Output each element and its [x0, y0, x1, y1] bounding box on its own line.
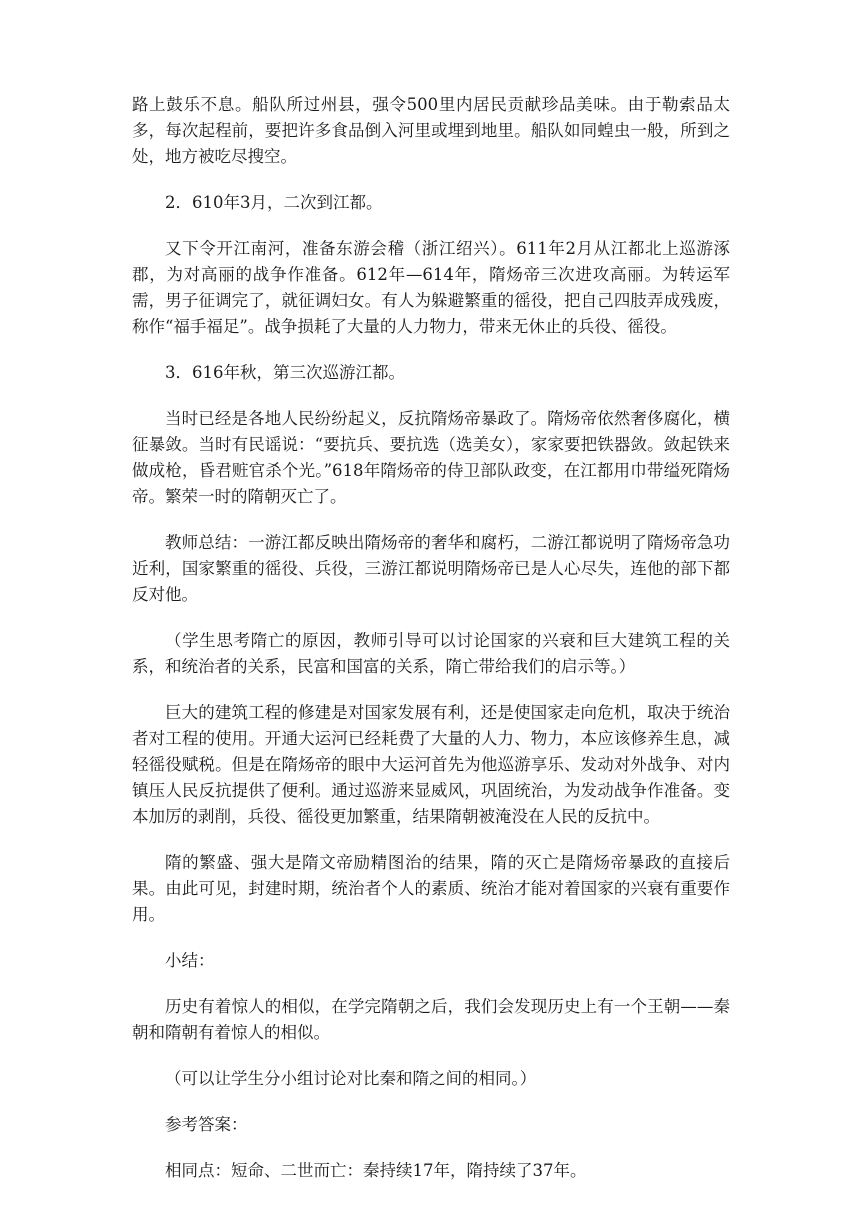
paragraph-similarities: 相同点：短命、二世而亡：秦持续17年，隋持续了37年。: [165, 1161, 587, 1180]
paragraph-student-discussion: （学生思考隋亡的原因，教师引导可以讨论国家的兴衰和巨大建筑工程的关系，和统治者的关系，民富和国富的关系，隋亡带给我们的启示等。）: [132, 631, 730, 676]
paragraph-continued: 路上鼓乐不息。船队所过州县，强令500里内居民贡献珍品美味。由于勒索品太多，每次起程前，要把许多食品倒入河里或埋到地里。船队如同蝗虫一般，所到之处，地方被吃尽搜空。: [132, 95, 730, 166]
paragraph-second-visit: 又下令开江南河，准备东游会稽（浙江绍兴）。611年2月从江都北上巡游涿郡，为对高丽的战争作准备。612年—614年，隋炀帝三次进攻高丽。为转运军需，男子征调完了，就征调妇女。有人为躲避繁重的徭役，把自己四肢弄成残废，称作“福手福足”。战争损耗了大量的人力物力，带来无休止的兵役、徭役。: [132, 239, 730, 336]
document-body: [132, 92, 730, 1204]
paragraph-teacher-summary: 教师总结：一游江都反映出隋炀帝的奢华和腐朽，二游江都说明了隋炀帝急功近利，国家繁重的徭役、兵役，三游江都说明隋炀帝已是人心尽失，连他的部下都反对他。: [132, 533, 730, 604]
section-heading-summary: 小结：: [165, 951, 215, 970]
paragraph-history-similarity: 历史有着惊人的相似，在学完隋朝之后，我们会发现历史上有一个王朝——秦朝和隋朝有着惊人的相似。: [132, 997, 730, 1042]
section-heading-reference-answer: 参考答案：: [165, 1115, 248, 1134]
section-heading-third-visit: 3．616年秋，第三次巡游江都。: [165, 363, 405, 382]
paragraph-third-visit: 当时已经是各地人民纷纷起义，反抗隋炀帝暴政了。隋炀帝依然奢侈腐化，横征暴敛。当时有民谣说：“要抗兵、要抗选（选美女），家家要把铁器敛。敛起铁来做成枪，昏君赃官杀个光。”618年隋炀帝的侍卫部队政变，在江都用巾带缢死隋炀帝。繁荣一时的隋朝灭亡了。: [132, 409, 730, 506]
section-heading-second-visit: 2．610年3月，二次到江都。: [165, 193, 383, 212]
paragraph-construction-analysis: 巨大的建筑工程的修建是对国家发展有利，还是使国家走向危机，取决于统治者对工程的使用。开通大运河已经耗费了大量的人力、物力，本应该修养生息，减轻徭役赋税。但是在隋炀帝的眼中大运河首先为他巡游享乐、发动对外战争、对内镇压人民反抗提供了便利。通过巡游来显威风，巩固统治，为发动战争作准备。变本加厉的剥削，兵役、徭役更加繁重，结果隋朝被淹没在人民的反抗中。: [132, 703, 730, 826]
paragraph-group-discussion: （可以让学生分小组讨论对比秦和隋之间的相同。）: [165, 1069, 537, 1088]
paragraph-rise-and-fall: 隋的繁盛、强大是隋文帝励精图治的结果，隋的灭亡是隋炀帝暴政的直接后果。由此可见，封建时期，统治者个人的素质、统治才能对着国家的兴衰有重要作用。: [132, 853, 730, 924]
